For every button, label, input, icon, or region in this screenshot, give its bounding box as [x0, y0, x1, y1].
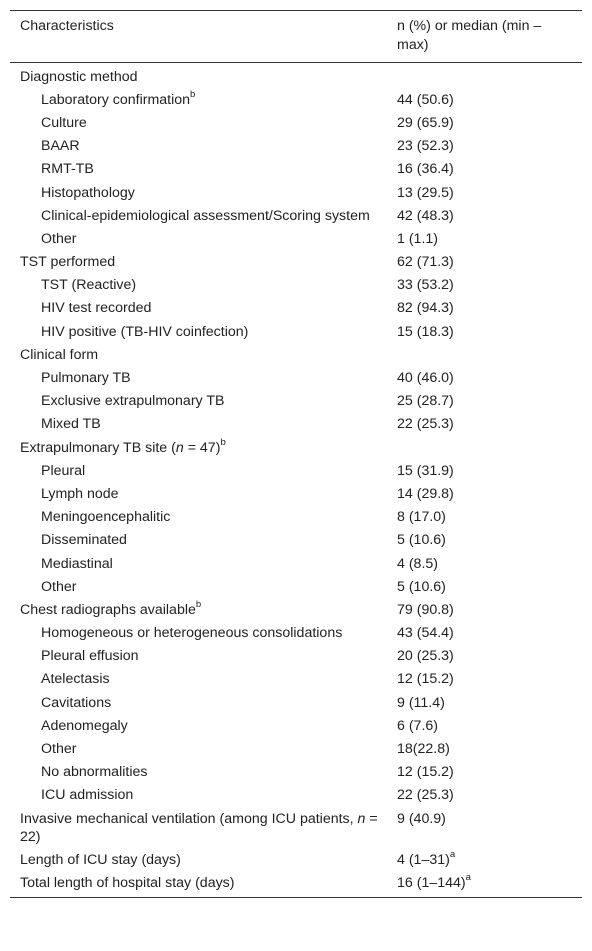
table-header [10, 11, 582, 63]
row-value: 33 (53.2) [397, 277, 454, 294]
row-value: 42 (48.3) [397, 207, 454, 224]
table-row [10, 390, 582, 413]
row-label: Pleural [41, 462, 86, 479]
table-row [10, 645, 582, 668]
table-row [10, 227, 582, 250]
row-value [397, 346, 582, 364]
table-row [10, 320, 582, 343]
row-value: 25 (28.7) [397, 393, 454, 410]
row-label: Clinical-epidemiological assessment/Scoring system [41, 207, 370, 224]
row-label: Extrapulmonary TB site (n = 47)$^b$ [20, 436, 226, 456]
row-label: Disseminated [41, 532, 127, 549]
table-row [10, 506, 582, 529]
row-label: Invasive mechanical ventilation (among ICU patients, n = 22) [20, 810, 378, 845]
row-label: Other [41, 741, 77, 758]
row-value: 43 (54.4) [397, 625, 454, 642]
table-row [10, 343, 582, 366]
row-label: Mixed TB [41, 416, 101, 433]
table-row [10, 871, 582, 894]
row-label: Lymph node [41, 485, 119, 502]
row-value [397, 439, 582, 457]
row-value: 29 (65.9) [397, 114, 454, 131]
table-row [10, 482, 582, 505]
row-value: 1 (1.1) [397, 230, 439, 247]
row-label: Meningoencephalitic [41, 509, 171, 526]
row-label: HIV test recorded [41, 300, 152, 317]
table-row [10, 111, 582, 134]
row-label: HIV positive (TB-HIV coinfection) [41, 323, 249, 340]
row-value: 18(22.8) [397, 741, 450, 758]
row-value: 15 (18.3) [397, 323, 454, 340]
table-row [10, 598, 582, 621]
row-label: RMT-TB [41, 161, 94, 178]
table-row [10, 251, 582, 274]
table-row [10, 622, 582, 645]
table-row [10, 807, 582, 848]
row-value: 6 (7.6) [397, 717, 439, 734]
table-row [10, 204, 582, 227]
row-label: Homogeneous or heterogeneous consolidations [41, 625, 343, 642]
row-value: 15 (31.9) [397, 462, 454, 479]
row-value: 16 (36.4) [397, 161, 454, 178]
row-label: Length of ICU stay (days) [20, 851, 181, 868]
row-value: 79 (90.8) [397, 601, 454, 618]
row-value: 62 (71.3) [397, 254, 454, 271]
table-row [10, 691, 582, 714]
table-row [10, 848, 582, 871]
table-row [10, 274, 582, 297]
row-label: Exclusive extrapulmonary TB [41, 393, 225, 410]
table-row [10, 761, 582, 784]
row-label: No abnormalities [41, 764, 148, 781]
row-value: 9 (40.9) [397, 810, 446, 827]
row-label: Histopathology [41, 184, 135, 201]
footnote-marker: a [449, 849, 456, 861]
row-value: 22 (25.3) [397, 787, 454, 804]
row-label: Pulmonary TB [41, 370, 131, 387]
table-row [10, 413, 582, 436]
row-value: 4 $(1-31)^a$ [397, 849, 456, 868]
row-label: TST (Reactive) [41, 277, 137, 294]
row-label: Mediastinal [41, 555, 113, 572]
row-label: Cavitations [41, 694, 112, 711]
table-row [10, 88, 582, 111]
table-row [10, 297, 582, 320]
row-value: 13 (29.5) [397, 184, 454, 201]
table-row [10, 714, 582, 737]
table-row [10, 459, 582, 482]
row-label: Chest radiographs available$^b$ [20, 599, 202, 618]
row-label: ICU admission [41, 787, 134, 804]
table-row [10, 158, 582, 181]
row-value: 12 (15.2) [397, 671, 454, 688]
table-body [10, 63, 582, 897]
row-value: 5 (10.6) [397, 578, 446, 595]
row-value: 40 (46.0) [397, 370, 454, 387]
table-row [10, 65, 582, 88]
row-value: 16 $(1-144)^a$ [397, 872, 471, 891]
characteristics-table [10, 10, 582, 898]
row-label: Other [41, 578, 77, 595]
row-value: 44 (50.6) [397, 91, 454, 108]
row-value: 9 (11.4) [397, 694, 445, 711]
row-value: 22 (25.3) [397, 416, 454, 433]
footnote-marker: b [190, 89, 196, 101]
row-label: Culture [41, 114, 87, 131]
row-label: Clinical form [20, 346, 99, 363]
row-label: Adenomegaly [41, 717, 128, 734]
row-value: 4 (8.5) [397, 555, 439, 572]
row-value [397, 68, 582, 86]
row-value: 5 (10.6) [397, 532, 446, 549]
row-value: 23 (52.3) [397, 138, 454, 155]
table-row [10, 737, 582, 760]
table-row [10, 668, 582, 691]
row-label: Pleural effusion [41, 648, 139, 665]
table-row [10, 552, 582, 575]
header-n-percent-median: n (%) or median (min – max) [397, 18, 542, 53]
row-value: 20 (25.3) [397, 648, 454, 665]
row-label: TST performed [20, 254, 116, 271]
row-label: BAAR [41, 138, 80, 155]
row-value: 8 (17.0) [397, 509, 446, 526]
table-row [10, 529, 582, 552]
footnote-marker: b [195, 599, 202, 611]
table-row [10, 135, 582, 158]
row-value: 14 (29.8) [397, 485, 454, 502]
row-label: Other [41, 230, 77, 247]
table-row [10, 436, 582, 459]
footnote-marker: b [220, 436, 226, 448]
row-label: Diagnostic method [20, 68, 138, 85]
row-value: 12 (15.2) [397, 764, 454, 781]
table-row [10, 575, 582, 598]
row-label: Atelectasis [41, 671, 110, 688]
row-label: Laboratory confirmation$^b$ [41, 89, 196, 108]
footnote-marker: a [465, 872, 471, 884]
row-value: 82 (94.3) [397, 300, 454, 317]
table-row [10, 784, 582, 807]
row-label: Total length of hospital stay (days) [20, 874, 235, 891]
table-row [10, 181, 582, 204]
header-characteristics: Characteristics [20, 18, 114, 34]
table-row [10, 366, 582, 389]
